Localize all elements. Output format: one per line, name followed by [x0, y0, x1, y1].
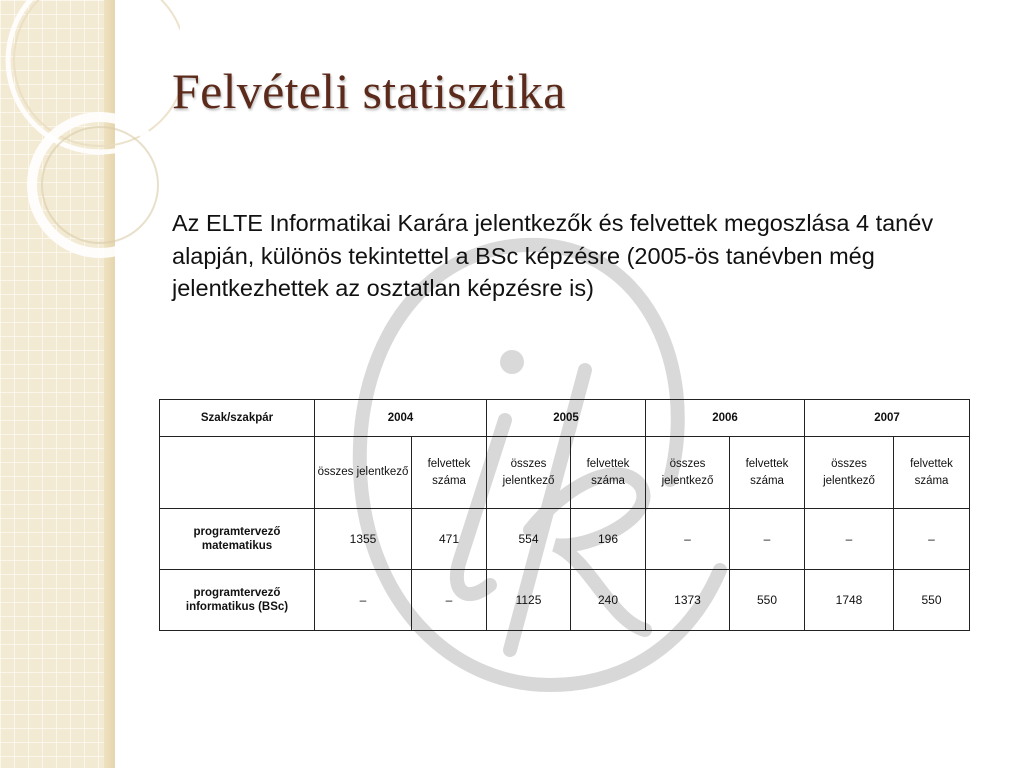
table-row: [160, 570, 970, 631]
year-header: 2004: [315, 400, 487, 437]
table-cell: 1125: [487, 570, 571, 631]
subheader-admitted: felvettek száma: [412, 437, 487, 509]
year-header: 2005: [487, 400, 646, 437]
year-header: 2007: [805, 400, 970, 437]
intro-paragraph: Az ELTE Informatikai Karára jelentkezők és felvettek megoszlása 4 tanév alapján, különös tekintettel a BSc képzésre (2005-ös tanévben még jelentkezhettek az osztatlan képzésre is): [172, 210, 934, 301]
table-cell: –: [412, 570, 487, 631]
row-label: programtervező matematikus: [160, 509, 315, 570]
subheader-admitted: felvettek száma: [894, 437, 970, 509]
table-cell: 1748: [805, 570, 894, 631]
table-cell: 240: [571, 570, 646, 631]
year-header: 2006: [646, 400, 805, 437]
table-cell: 550: [894, 570, 970, 631]
subheader-admitted: felvettek száma: [571, 437, 646, 509]
table-row: [160, 509, 970, 570]
slide-title: Felvételi statisztika: [172, 63, 566, 119]
table-subheader-row: [160, 437, 970, 509]
table-cell: 196: [571, 509, 646, 570]
table-cell: –: [315, 570, 412, 631]
table-cell: 1355: [315, 509, 412, 570]
table-cell: 550: [730, 570, 805, 631]
subheader-applicants: összes jelentkező: [646, 437, 730, 509]
table-cell: 1373: [646, 570, 730, 631]
corner-header: Szak/szakpár: [160, 400, 315, 437]
table-cell: –: [646, 509, 730, 570]
decorative-rings: [0, 0, 180, 260]
table-cell: 471: [412, 509, 487, 570]
subheader-applicants: összes jelentkező: [315, 437, 412, 509]
row-label: programtervező informatikus (BSc): [160, 570, 315, 631]
table-cell: –: [805, 509, 894, 570]
table-cell: –: [730, 509, 805, 570]
subheader-applicants: összes jelentkező: [487, 437, 571, 509]
admission-statistics-table: [159, 399, 970, 631]
table-header-row: [160, 400, 970, 437]
subheader-admitted: felvettek száma: [730, 437, 805, 509]
subheader-applicants: összes jelentkező: [805, 437, 894, 509]
table-cell: –: [894, 509, 970, 570]
table-cell: 554: [487, 509, 571, 570]
empty-cell: [160, 437, 315, 509]
